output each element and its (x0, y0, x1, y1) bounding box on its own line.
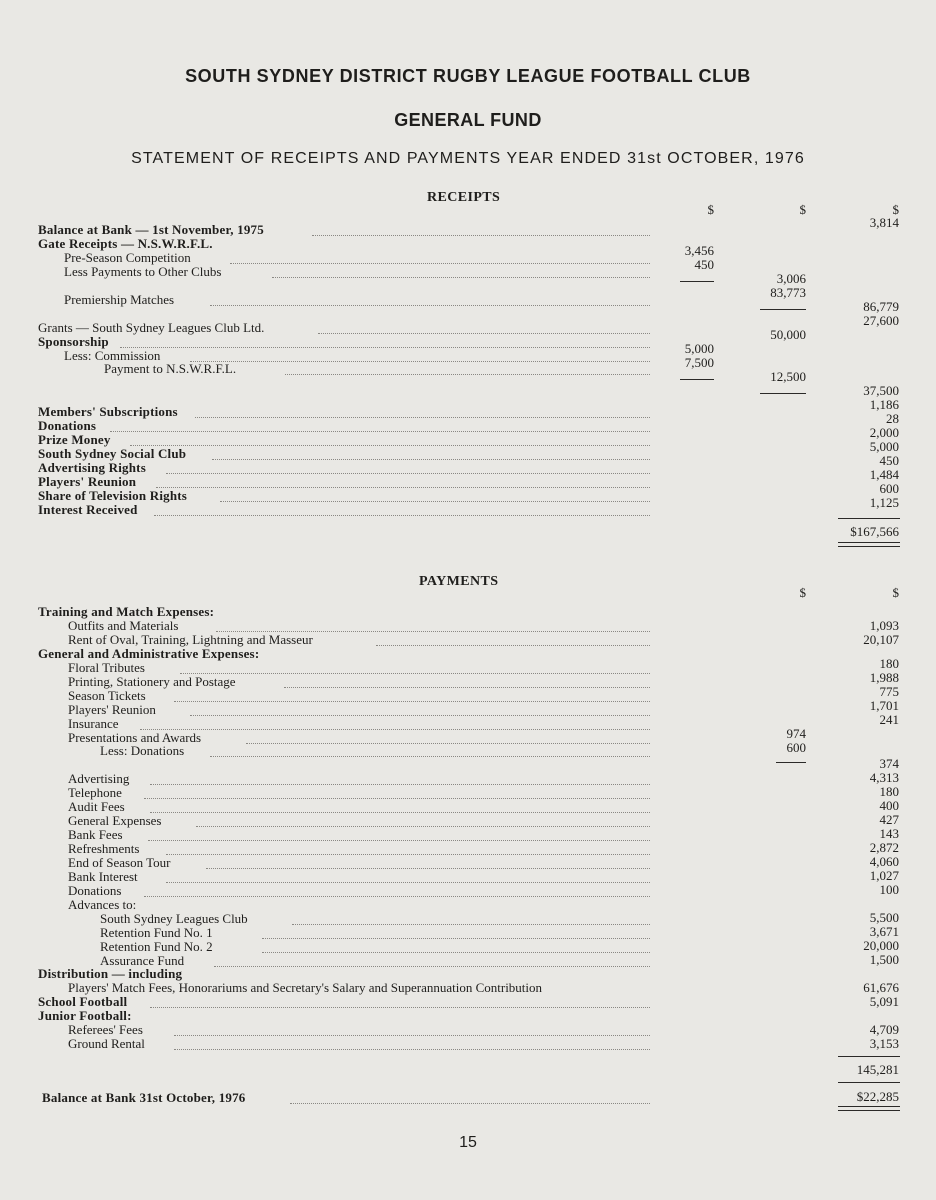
presentations-net-amount: 374 (879, 756, 899, 771)
leader-dots (150, 783, 650, 785)
players-reunion-pay-amount: 1,701 (869, 698, 899, 713)
tv-rights-amount: 600 (879, 481, 899, 496)
printing-amount: 1,988 (869, 670, 899, 685)
premiership-amount: 83,773 (770, 285, 806, 300)
less-donations-label: Less: Donations (100, 743, 185, 758)
rent-oval-amount: 20,107 (863, 632, 899, 647)
presentations-label: Presentations and Awards (68, 730, 202, 745)
members-label: Members' Subscriptions (38, 404, 178, 419)
match-fees-label: Players' Match Fees, Honorariums and Secretary's Salary and Superannuation Contribution (68, 980, 543, 995)
donations-pay-amount: 100 (879, 882, 899, 897)
school-football-amount: 5,091 (869, 994, 899, 1009)
assurance-amount: 1,500 (869, 952, 899, 967)
members-amount: 1,186 (869, 397, 899, 412)
bank-interest-label: Bank Interest (68, 869, 138, 884)
tv-rights-label: Share of Television Rights (38, 488, 188, 503)
club-title: SOUTH SYDNEY DISTRICT RUGBY LEAGUE FOOTBALL CLUB (185, 66, 751, 86)
advertising-amount: 4,313 (869, 770, 899, 785)
pre-season-amount: 3,456 (684, 243, 714, 258)
total-rule (838, 518, 900, 519)
social-club-amount: 5,000 (869, 439, 899, 454)
double-rule (838, 1106, 900, 1111)
season-tour-label: End of Season Tour (68, 855, 171, 870)
payment-nswrfl-label: Payment to N.S.W.R.F.L. (104, 361, 237, 376)
audit-amount: 400 (879, 798, 899, 813)
balance-bank-amount: 3,814 (869, 215, 899, 230)
leader-dots (166, 881, 650, 883)
receipts-total: $167,566 (850, 524, 899, 539)
referees-label: Referees' Fees (68, 1022, 143, 1037)
leader-dots (262, 951, 650, 953)
leagues-club-label: South Sydney Leagues Club (100, 911, 248, 926)
leader-dots (206, 867, 650, 869)
junior-heading: Junior Football: (38, 1008, 132, 1023)
advertising-rights-amount: 450 (879, 453, 899, 468)
refreshments-label: Refreshments (68, 841, 140, 856)
retention-2-label: Retention Fund No. 2 (100, 939, 213, 954)
double-rule (838, 542, 900, 547)
leader-dots (196, 825, 650, 827)
sponsorship-less-amount: 12,500 (770, 369, 806, 384)
less-payments-amount: 450 (694, 257, 714, 272)
total-rule (838, 1056, 900, 1057)
retention-1-amount: 3,671 (869, 924, 899, 939)
leader-dots (156, 486, 650, 488)
leader-dots (262, 937, 650, 939)
distribution-label: Distribution — including (38, 966, 183, 981)
leader-dots (190, 714, 650, 716)
season-tour-amount: 4,060 (869, 854, 899, 869)
donations-amount: 28 (886, 411, 899, 426)
bank-fees-label: Bank Fees (68, 827, 123, 842)
training-heading: Training and Match Expenses: (38, 604, 215, 619)
leader-dots (376, 644, 650, 646)
leader-dots (210, 755, 650, 757)
outfits-amount: 1,093 (869, 618, 899, 633)
floral-label: Floral Tributes (68, 660, 145, 675)
ground-rental-label: Ground Rental (68, 1036, 145, 1051)
statement-title: STATEMENT OF RECEIPTS AND PAYMENTS YEAR ENDED 31st OCTOBER, 1976 (131, 150, 805, 167)
audit-label: Audit Fees (68, 799, 125, 814)
gate-receipts-label: Gate Receipts — N.S.W.R.F.L. (38, 236, 213, 251)
payments-heading: PAYMENTS (419, 574, 499, 589)
assurance-label: Assurance Fund (100, 953, 185, 968)
floral-amount: 180 (879, 656, 899, 671)
less-donations-amount: 600 (786, 740, 806, 755)
payments-col2-currency: $ (799, 585, 806, 600)
closing-balance-amount: $22,285 (856, 1089, 899, 1104)
outfits-label: Outfits and Materials (68, 618, 179, 633)
donations-label: Donations (38, 418, 97, 433)
players-reunion-pay-label: Players' Reunion (68, 702, 156, 717)
prize-money-amount: 2,000 (869, 425, 899, 440)
subtotal-rule (680, 379, 714, 380)
sponsorship-label: Sponsorship (38, 334, 109, 349)
school-football-label: School Football (38, 994, 128, 1009)
general-expenses-amount: 427 (879, 812, 899, 827)
grants-total-amount: 27,600 (863, 313, 899, 328)
gate-total-amount: 86,779 (863, 299, 899, 314)
leader-dots (292, 923, 650, 925)
leader-dots (148, 839, 650, 841)
leader-dots (318, 332, 650, 334)
leader-dots (174, 700, 650, 702)
grants-amount: 50,000 (770, 327, 806, 342)
leader-dots (284, 686, 650, 688)
leader-dots (150, 1006, 650, 1008)
insurance-amount: 241 (879, 712, 899, 727)
fund-title: GENERAL FUND (394, 110, 542, 130)
gate-net-amount: 3,006 (776, 271, 806, 286)
retention-1-label: Retention Fund No. 1 (100, 925, 213, 940)
donations-pay-label: Donations (68, 883, 122, 898)
leader-dots (312, 234, 650, 236)
advances-label: Advances to: (68, 897, 137, 912)
leader-dots (110, 430, 650, 432)
leader-dots (144, 895, 650, 897)
telephone-amount: 180 (879, 784, 899, 799)
leagues-club-amount: 5,500 (869, 910, 899, 925)
leader-dots (214, 965, 650, 967)
premiership-label: Premiership Matches (64, 292, 175, 307)
grants-label: Grants — South Sydney Leagues Club Ltd. (38, 320, 265, 335)
leader-dots (285, 373, 650, 375)
advertising-rights-label: Advertising Rights (38, 460, 146, 475)
prize-money-label: Prize Money (38, 432, 111, 447)
subtotal-rule (680, 281, 714, 282)
leader-dots (210, 304, 650, 306)
leader-dots (120, 346, 650, 348)
players-reunion-amount: 1,484 (869, 467, 899, 482)
total-rule (838, 1082, 900, 1083)
receipts-col2-currency: $ (799, 202, 806, 217)
balance-bank-label: Balance at Bank — 1st November, 1975 (38, 222, 264, 237)
subtotal-rule (760, 393, 806, 394)
general-heading: General and Administrative Expenses: (38, 646, 260, 661)
payments-col3-currency: $ (892, 585, 899, 600)
retention-2-amount: 20,000 (863, 938, 899, 953)
commission-label: Less: Commission (64, 348, 161, 363)
leader-dots (166, 853, 650, 855)
rent-oval-label: Rent of Oval, Training, Lightning and Masseur (68, 632, 313, 647)
refreshments-amount: 2,872 (869, 840, 899, 855)
general-expenses-label: General Expenses (68, 813, 162, 828)
sponsorship-net-amount: 37,500 (863, 383, 899, 398)
commission-amount: 5,000 (684, 341, 714, 356)
leader-dots (154, 514, 650, 516)
receipts-col3-currency: $ (892, 202, 899, 217)
payments-total: 145,281 (856, 1062, 899, 1077)
telephone-label: Telephone (68, 785, 122, 800)
players-reunion-label: Players' Reunion (38, 474, 137, 489)
presentations-amount: 974 (786, 726, 806, 741)
closing-balance-label: Balance at Bank 31st October, 1976 (42, 1090, 246, 1105)
page-number: 15 (459, 1134, 477, 1151)
interest-amount: 1,125 (869, 495, 899, 510)
leader-dots (220, 500, 650, 502)
leader-dots (195, 416, 650, 418)
social-club-label: South Sydney Social Club (38, 446, 187, 461)
leader-dots (150, 811, 650, 813)
referees-amount: 4,709 (869, 1022, 899, 1037)
pre-season-label: Pre-Season Competition (64, 250, 191, 265)
leader-dots (272, 276, 650, 278)
leader-dots (130, 444, 650, 446)
leader-dots (290, 1102, 650, 1104)
leader-dots (246, 742, 650, 744)
leader-dots (190, 360, 650, 362)
receipts-col1-currency: $ (707, 202, 714, 217)
payment-nswrfl-amount: 7,500 (684, 355, 714, 370)
season-tickets-amount: 775 (879, 684, 899, 699)
leader-dots (174, 1034, 650, 1036)
bank-interest-amount: 1,027 (869, 868, 899, 883)
interest-label: Interest Received (38, 502, 138, 517)
subtotal-rule (760, 309, 806, 310)
insurance-label: Insurance (68, 716, 119, 731)
less-payments-label: Less Payments to Other Clubs (64, 264, 222, 279)
leader-dots (140, 728, 650, 730)
leader-dots (166, 472, 650, 474)
subtotal-rule (776, 762, 806, 763)
bank-fees-amount: 143 (879, 826, 899, 841)
ground-rental-amount: 3,153 (869, 1036, 899, 1051)
receipts-heading: RECEIPTS (427, 190, 501, 205)
leader-dots (144, 797, 650, 799)
printing-label: Printing, Stationery and Postage (68, 674, 236, 689)
leader-dots (174, 1048, 650, 1050)
leader-dots (230, 262, 650, 264)
leader-dots (180, 672, 650, 674)
match-fees-amount: 61,676 (863, 980, 899, 995)
advertising-label: Advertising (68, 771, 130, 786)
season-tickets-label: Season Tickets (68, 688, 146, 703)
leader-dots (212, 458, 650, 460)
